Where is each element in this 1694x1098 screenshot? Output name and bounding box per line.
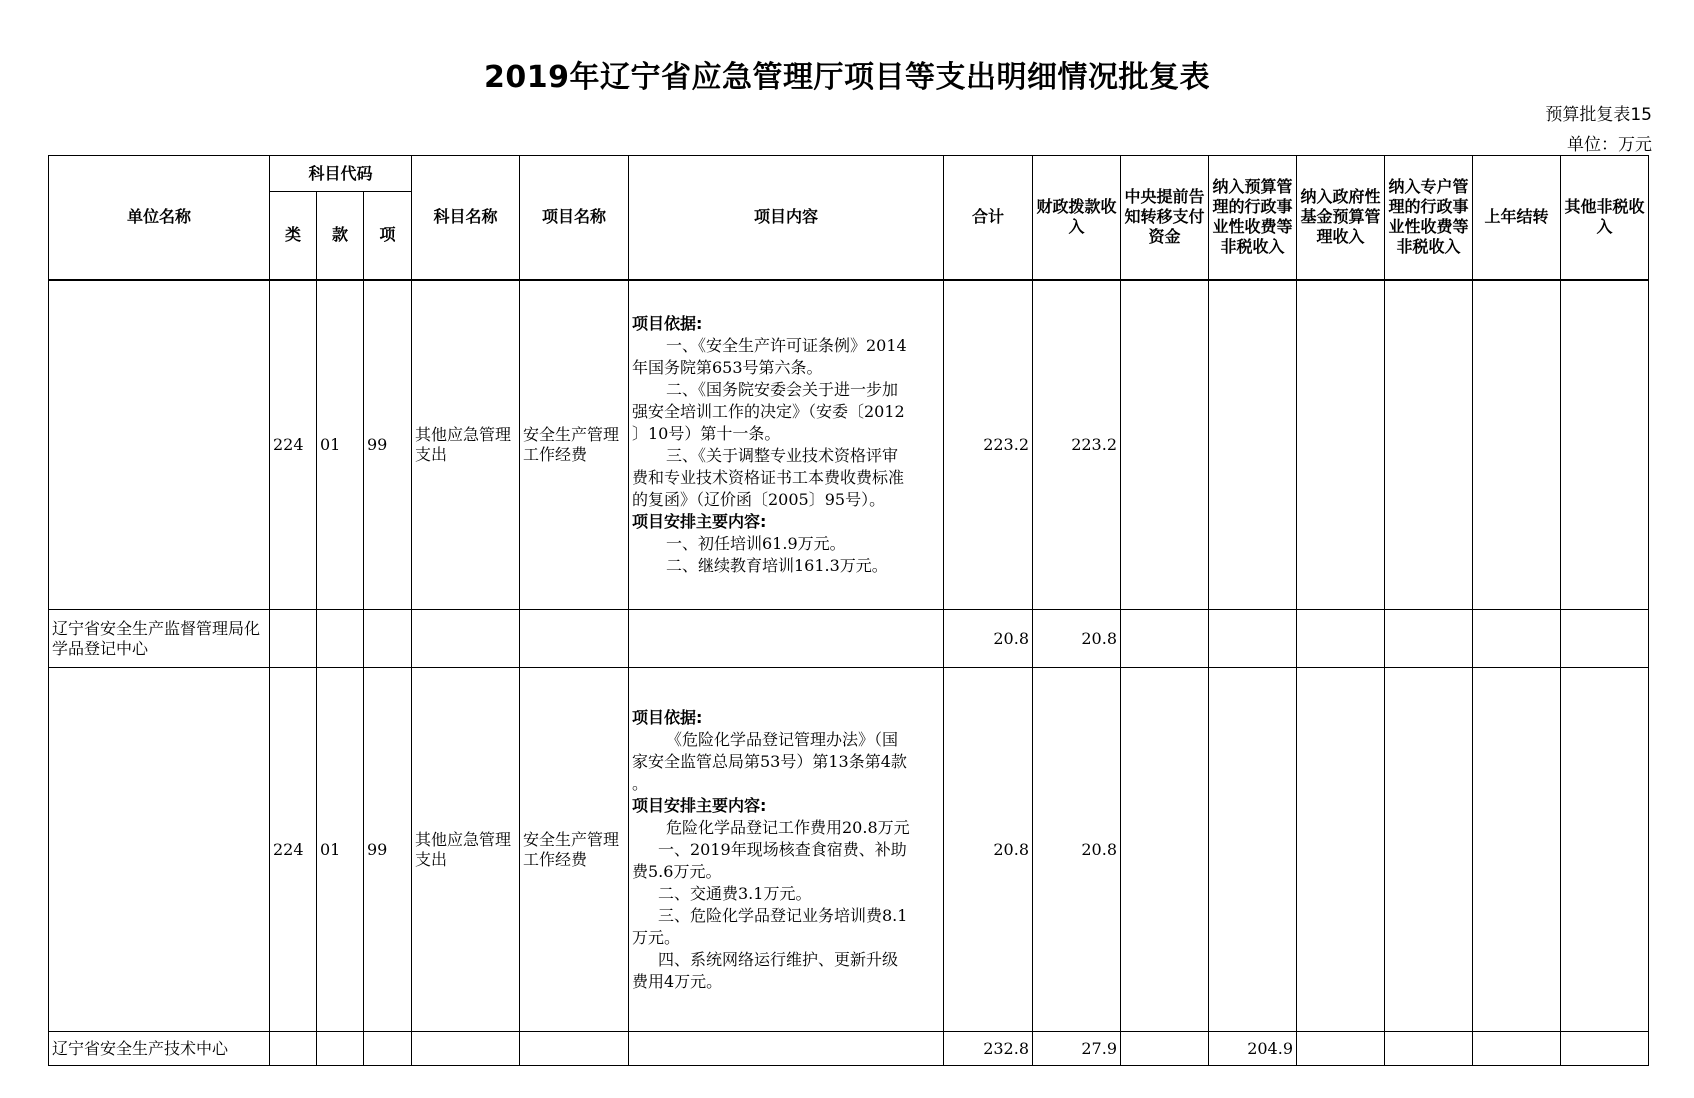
content-line: 一、《安全生产许可证条例》2014	[666, 335, 907, 355]
content-line: 一、2019年现场核查食宿费、补助	[658, 839, 907, 859]
cell-carryover	[1473, 280, 1561, 610]
cell-kuan	[317, 610, 364, 668]
header-total: 合计	[944, 156, 1033, 280]
project-content-lines	[629, 310, 943, 580]
cell-other-nontax	[1561, 668, 1649, 1032]
cell-subject-name	[412, 610, 520, 668]
content-line: 一、初任培训61.9万元。	[666, 533, 846, 553]
cell-unit-name: 辽宁省安全生产技术中心	[49, 1032, 270, 1066]
table-row	[49, 668, 1649, 1032]
cell-subject-name: 其他应急管理支出	[412, 280, 520, 610]
cell-fiscal: 223.2	[1033, 280, 1121, 610]
cell-gov-fund	[1297, 280, 1385, 610]
cell-total: 223.2	[944, 280, 1033, 610]
cell-total: 232.8	[944, 1032, 1033, 1066]
cell-xiang: 99	[364, 280, 412, 610]
cell-central	[1121, 1032, 1209, 1066]
cell-xiang: 99	[364, 668, 412, 1032]
cell-special-account	[1385, 1032, 1473, 1066]
cell-fiscal: 20.8	[1033, 668, 1121, 1032]
table-row	[49, 280, 1649, 610]
cell-lei: 224	[270, 668, 317, 1032]
header-lei: 类	[270, 192, 317, 280]
header-budget-admin: 纳入预算管理的行政事业性收费等非税收入	[1209, 156, 1297, 280]
cell-carryover	[1473, 610, 1561, 668]
cell-special-account	[1385, 668, 1473, 1032]
cell-other-nontax	[1561, 1032, 1649, 1066]
cell-project-name: 安全生产管理工作经费	[520, 280, 629, 610]
cell-project-content	[629, 280, 944, 610]
content-line: 强安全培训工作的决定》（安委〔2012	[632, 401, 905, 421]
table-row	[49, 1032, 1649, 1066]
cell-central	[1121, 668, 1209, 1032]
header-other-nontax: 其他非税收入	[1561, 156, 1649, 280]
content-heading: 项目依据:	[632, 313, 703, 333]
cell-lei	[270, 610, 317, 668]
cell-kuan	[317, 1032, 364, 1066]
cell-other-nontax	[1561, 280, 1649, 610]
content-line: 〕10号）第十一条。	[632, 423, 781, 443]
content-line: 三、危险化学品登记业务培训费8.1	[658, 905, 908, 925]
page-title: 2019年辽宁省应急管理厅项目等支出明细情况批复表	[484, 60, 1210, 95]
content-line: 万元。	[632, 927, 681, 947]
cell-fiscal: 27.9	[1033, 1032, 1121, 1066]
header-gov-fund: 纳入政府性基金预算管理收入	[1297, 156, 1385, 280]
cell-unit-name	[49, 668, 270, 1032]
cell-subject-name	[412, 1032, 520, 1066]
cell-kuan: 01	[317, 668, 364, 1032]
header-row-1	[49, 156, 1649, 192]
cell-xiang	[364, 1032, 412, 1066]
project-content-lines	[629, 704, 943, 996]
cell-budget-admin: 204.9	[1209, 1032, 1297, 1066]
cell-project-name: 安全生产管理工作经费	[520, 668, 629, 1032]
content-heading: 项目依据:	[632, 707, 703, 727]
content-heading: 项目安排主要内容:	[632, 511, 767, 531]
cell-special-account	[1385, 280, 1473, 610]
header-central: 中央提前告知转移支付资金	[1121, 156, 1209, 280]
cell-xiang	[364, 610, 412, 668]
cell-fiscal: 20.8	[1033, 610, 1121, 668]
cell-unit-name	[49, 280, 270, 610]
cell-gov-fund	[1297, 668, 1385, 1032]
cell-special-account	[1385, 610, 1473, 668]
cell-central	[1121, 610, 1209, 668]
content-line: 二、《国务院安委会关于进一步加	[666, 379, 899, 399]
header-unit-name: 单位名称	[49, 156, 270, 280]
unit-label: 单位：万元	[1567, 135, 1652, 155]
cell-total: 20.8	[944, 668, 1033, 1032]
cell-other-nontax	[1561, 610, 1649, 668]
cell-project-content	[629, 1032, 944, 1066]
content-line: 年国务院第653号第六条。	[632, 357, 823, 377]
content-line: 。	[632, 773, 649, 793]
header-fiscal: 财政拨款收入	[1033, 156, 1121, 280]
cell-central	[1121, 280, 1209, 610]
content-line: 家安全监管总局第53号）第13条第4款	[632, 751, 907, 771]
form-number: 预算批复表15	[1545, 105, 1652, 125]
cell-lei: 224	[270, 280, 317, 610]
cell-lei	[270, 1032, 317, 1066]
cell-kuan: 01	[317, 280, 364, 610]
header-carryover: 上年结转	[1473, 156, 1561, 280]
content-line: 危险化学品登记工作费用20.8万元	[666, 817, 910, 837]
header-special-account: 纳入专户管理的行政事业性收费等非税收入	[1385, 156, 1473, 280]
header-project-name: 项目名称	[520, 156, 629, 280]
content-line: 费和专业技术资格证书工本费收费标准	[632, 467, 905, 487]
header-kuan: 款	[317, 192, 364, 280]
project-content-lines	[629, 636, 943, 642]
header-subject-code: 科目代码	[270, 156, 412, 192]
content-line: 的复函》（辽价函〔2005〕95号）。	[632, 489, 886, 509]
content-line: 费用4万元。	[632, 971, 723, 991]
approval-table	[48, 155, 1649, 1066]
cell-carryover	[1473, 668, 1561, 1032]
cell-gov-fund	[1297, 1032, 1385, 1066]
project-content-lines	[629, 1046, 943, 1052]
cell-carryover	[1473, 1032, 1561, 1066]
cell-project-content	[629, 610, 944, 668]
table-row	[49, 610, 1649, 668]
cell-project-content	[629, 668, 944, 1032]
cell-budget-admin	[1209, 280, 1297, 610]
cell-unit-name: 辽宁省安全生产监督管理局化学品登记中心	[49, 610, 270, 668]
content-line: 《危险化学品登记管理办法》（国	[666, 729, 899, 749]
header-xiang: 项	[364, 192, 412, 280]
cell-gov-fund	[1297, 610, 1385, 668]
cell-budget-admin	[1209, 668, 1297, 1032]
content-line: 三、《关于调整专业技术资格评审	[666, 445, 899, 465]
content-line: 费5.6万元。	[632, 861, 722, 881]
content-heading: 项目安排主要内容:	[632, 795, 767, 815]
header-subject-name: 科目名称	[412, 156, 520, 280]
cell-budget-admin	[1209, 610, 1297, 668]
cell-project-name	[520, 1032, 629, 1066]
content-line: 二、交通费3.1万元。	[658, 883, 812, 903]
cell-total: 20.8	[944, 610, 1033, 668]
cell-subject-name: 其他应急管理支出	[412, 668, 520, 1032]
content-line: 二、继续教育培训161.3万元。	[666, 555, 888, 575]
content-line: 四、系统网络运行维护、更新升级	[658, 949, 899, 969]
header-project-content: 项目内容	[629, 156, 944, 280]
cell-project-name	[520, 610, 629, 668]
